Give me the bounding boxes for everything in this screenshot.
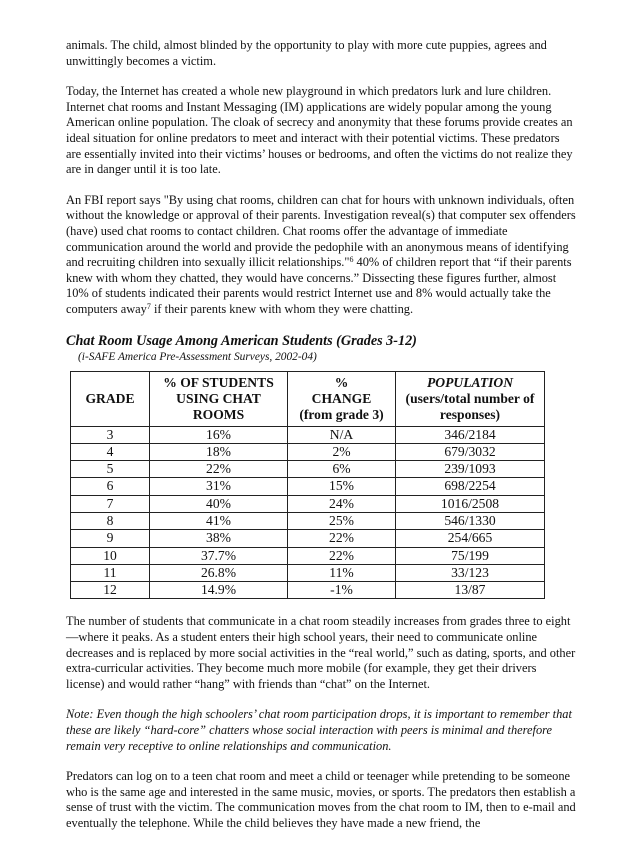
paragraph-animals: animals. The child, almost blinded by the opportunity to play with more cute puppies, agrees and unwittingly becomes a victim. <box>66 38 547 68</box>
cell-population: 75/199 <box>396 547 545 564</box>
footnote-6: 6 <box>349 255 354 265</box>
cell-change: 6% <box>288 461 396 478</box>
cell-change: 11% <box>288 564 396 581</box>
cell-population: 1016/2508 <box>396 495 545 512</box>
cell-change: 2% <box>288 443 396 460</box>
cell-grade: 9 <box>71 530 150 547</box>
paragraph-note: Note: Even though the high schoolers’ chat room participation drops, it is important to remember that these are likely “hard-core” chatters whose social interaction with peers is minimal and therefore remain very receptive to online relationships and communication. <box>66 707 572 753</box>
cell-grade: 3 <box>71 426 150 443</box>
cell-pct: 18% <box>150 443 288 460</box>
header-population <box>396 371 545 426</box>
header-chg-line3: (from grade 3) <box>299 406 384 422</box>
cell-change: 22% <box>288 530 396 547</box>
cell-change: -1% <box>288 582 396 599</box>
cell-pct: 40% <box>150 495 288 512</box>
table-header-row <box>71 371 545 426</box>
table-title: Chat Room Usage Among American Students (Grades 3-12) <box>66 332 417 349</box>
table-row <box>71 478 545 495</box>
cell-pct: 14.9% <box>150 582 288 599</box>
table-row <box>71 495 545 512</box>
chat-room-usage-table <box>70 371 545 600</box>
cell-population: 698/2254 <box>396 478 545 495</box>
paragraph-internet-playground: Today, the Internet has created a whole new playground in which predators lurk and lure children. Internet chat rooms and Instant Messaging (IM) applications are widely popular among the young American online population. The cloak of secrecy and anonymity that these forums provide creates an ideal situation for online predators to meet and interact with their potential victims. These predators are essentially invited into their victims’ houses or bedrooms, and often the victims do not realize they are in danger until it is too late. <box>66 84 573 177</box>
cell-pct: 26.8% <box>150 564 288 581</box>
header-pop-line3: responses) <box>439 406 501 422</box>
header-percent-students <box>150 371 288 426</box>
cell-population: 679/3032 <box>396 443 545 460</box>
table-row <box>71 426 545 443</box>
cell-grade: 10 <box>71 547 150 564</box>
cell-population: 33/123 <box>396 564 545 581</box>
header-pct-line2: USING CHAT <box>176 390 261 406</box>
cell-change: 22% <box>288 547 396 564</box>
cell-pct: 22% <box>150 461 288 478</box>
header-pct-line1: % OF STUDENTS <box>163 374 274 390</box>
cell-grade: 5 <box>71 461 150 478</box>
cell-pct: 41% <box>150 512 288 529</box>
paragraph-fbi-report <box>66 193 576 318</box>
cell-pct: 16% <box>150 426 288 443</box>
fbi-text-part1: An FBI report says "By using chat rooms, children can chat for hours with unknown individuals, often without the knowledge or approval of their parents. Investigation reveal(s) that computer sex offenders (have) used chat rooms to contact children. Chat rooms offer the advantage of immediate communication around the world and provide the pedophile with an anonymous means of identifying and recruiting children into sexually illicit relationships." <box>66 192 576 270</box>
cell-change: N/A <box>288 426 396 443</box>
cell-pct: 38% <box>150 530 288 547</box>
table-row <box>71 582 545 599</box>
table-row <box>71 547 545 564</box>
cell-change: 25% <box>288 512 396 529</box>
table-row <box>71 530 545 547</box>
cell-population: 346/2184 <box>396 426 545 443</box>
cell-population: 13/87 <box>396 582 545 599</box>
fbi-text-part3: if their parents knew with whom they were chatting. <box>150 301 414 316</box>
header-grade: GRADE <box>71 371 150 426</box>
fbi-text-part2: 40% of children report that “if their parents knew with whom they chatted, they would have concerns.” Dissecting these figures further, almost 10% of students indicated their parents would restrict Internet use and 8% would actually take the computers away <box>66 255 572 316</box>
header-pct-line3: ROOMS <box>192 406 245 422</box>
header-pop-line2: (users/total number of <box>405 390 535 406</box>
header-percent-change <box>288 371 396 426</box>
cell-pct: 37.7% <box>150 547 288 564</box>
cell-grade: 6 <box>71 478 150 495</box>
paragraph-predators: Predators can log on to a teen chat room and meet a child or teenager while pretending to be someone who is the same age and interested in the same music, movies, or sports. The predators then establish a sense of trust with the victim. The communication moves from the chat room to IM, then to e-mail and eventually the telephone. While the child believes they have made a new friend, the <box>66 769 576 830</box>
table-row <box>71 564 545 581</box>
footnote-7: 7 <box>146 301 151 311</box>
cell-grade: 11 <box>71 564 150 581</box>
header-chg-line1: % <box>334 374 349 390</box>
cell-change: 24% <box>288 495 396 512</box>
cell-population: 239/1093 <box>396 461 545 478</box>
cell-grade: 4 <box>71 443 150 460</box>
table-row <box>71 461 545 478</box>
cell-grade: 7 <box>71 495 150 512</box>
table-source: (i-SAFE America Pre-Assessment Surveys, 2002-04) <box>78 350 317 363</box>
cell-grade: 12 <box>71 582 150 599</box>
paragraph-chat-room-trend: The number of students that communicate in a chat room steadily increases from grades three to eight—where it peaks. As a student enters their high school years, their need to communicate online decreases and is replaced by more social activities in the “real world,” such as dating, sports, and other extra-curricular activities. They become much more mobile (for example, they get their drivers license) and would rather “hang” with friends than “chat” on the Internet. <box>66 614 576 691</box>
cell-change: 15% <box>288 478 396 495</box>
cell-population: 254/665 <box>396 530 545 547</box>
table-row <box>71 512 545 529</box>
document-page <box>66 38 576 847</box>
header-pop-line1: POPULATION <box>426 374 514 390</box>
cell-grade: 8 <box>71 512 150 529</box>
header-chg-line2: CHANGE <box>311 390 372 406</box>
cell-population: 546/1330 <box>396 512 545 529</box>
cell-pct: 31% <box>150 478 288 495</box>
table-row <box>71 443 545 460</box>
